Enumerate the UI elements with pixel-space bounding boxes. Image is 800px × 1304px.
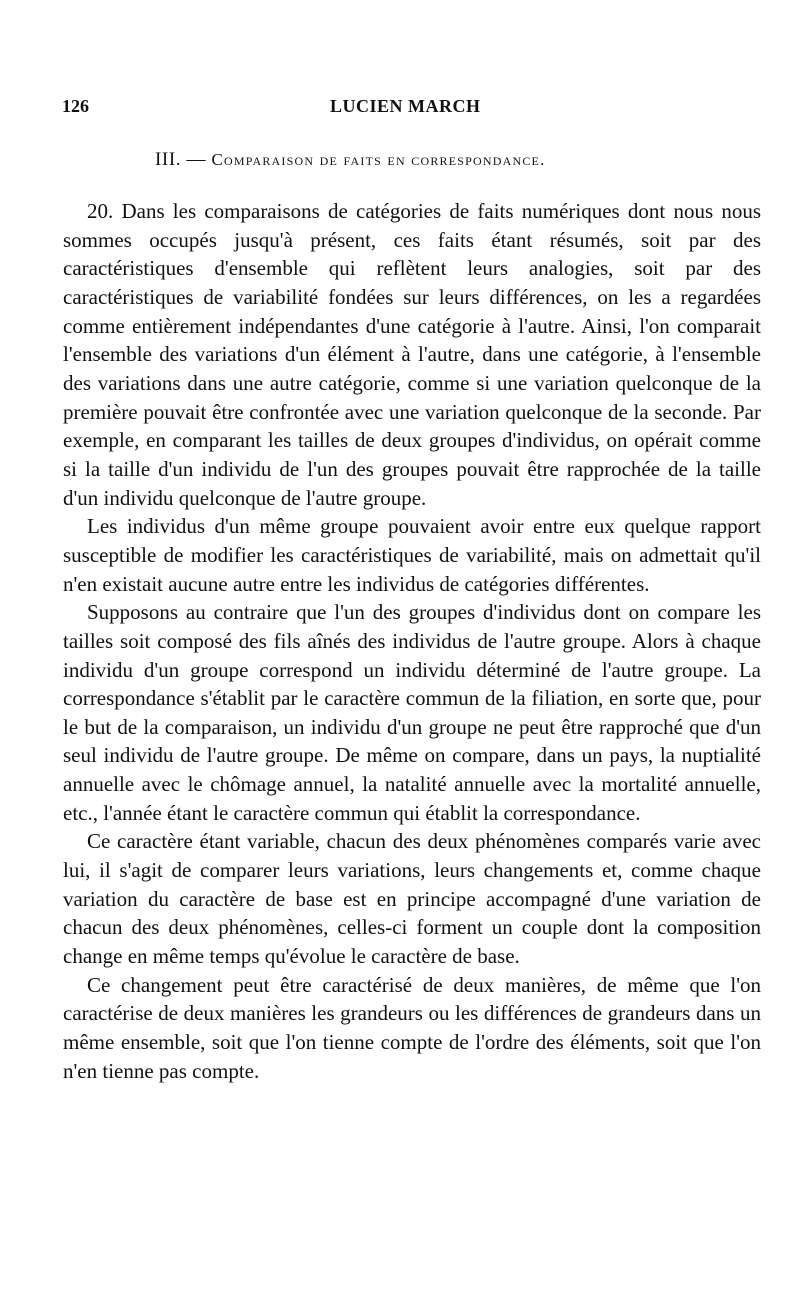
page-header (62, 96, 760, 122)
paragraph-4: Ce caractère étant variable, chacun des deux phénomènes comparés varie avec lui, il s'agit de comparer leurs variations, leurs changements et, comme chaque variation du caractère de base est en principe accompagné d'une variation de chacun des deux phénomènes, celles-ci forment un couple dont la composition change en même temps qu'évolue le caractère de base. (63, 829, 761, 969)
paragraph-1: 20. Dans les comparaisons de catégories de faits numériques dont nous nous sommes occupés jusqu'à présent, ces faits étant résumés, soit par des caractéristiques d'ensemble qui reflètent leurs analogies, soit par des caractéristiques de variabilité fondées sur leurs différences, on les a regardées comme entièrement indépendantes d'une catégorie à l'autre. Ainsi, l'on comparait l'ensemble des variations d'un élément à l'autre, dans une catégorie, à l'ensemble des variations dans une autre catégorie, comme si une variation quelconque de la première pouvait être confrontée avec une variation quelconque de la seconde. Par exemple, en comparant les tailles de deux groupes d'individus, on opérait comme si la taille d'un individu de l'un des groupes pouvait être rapprochée de la taille d'un individu quelconque de l'autre groupe. (63, 199, 761, 510)
paragraph-2: Les individus d'un même groupe pouvaient avoir entre eux quelque rapport susceptible de modifier les caractéristiques de variabilité, mais on admettait qu'il n'en existait aucune autre entre les individus de catégories différentes. (63, 514, 761, 596)
body-text (63, 197, 761, 1085)
page-number: 126 (62, 96, 89, 116)
section-numeral: III. — (155, 149, 212, 170)
paragraph-5: Ce changement peut être caractérisé de deux manières, de même que l'on caractérise de deux manières les grandeurs ou les différences de grandeurs dans un même ensemble, soit que l'on tienne compte de l'ordre des éléments, soit que l'on n'en tienne pas compte. (63, 972, 761, 1083)
running-title: LUCIEN MARCH (330, 96, 481, 116)
paragraph-3: Supposons au contraire que l'un des groupes d'individus dont on compare les tailles soit composé des fils aînés des individus de l'autre groupe. Alors à chaque individu d'un groupe correspond un individu déterminé de l'autre groupe. La correspondance s'établit par le caractère commun de la filiation, en sorte que, pour le but de la comparaison, un individu d'un groupe ne peut être rapproché que d'un seul individu de l'autre groupe. De même on compare, dans un pays, la nuptialité annuelle avec le chômage annuel, la natalité annuelle avec la mortalité annuelle, etc., l'année étant le caractère commun qui établit la correspondance. (63, 600, 761, 825)
section-title: Comparaison de faits en correspondance. (211, 150, 546, 169)
section-heading (155, 149, 546, 171)
